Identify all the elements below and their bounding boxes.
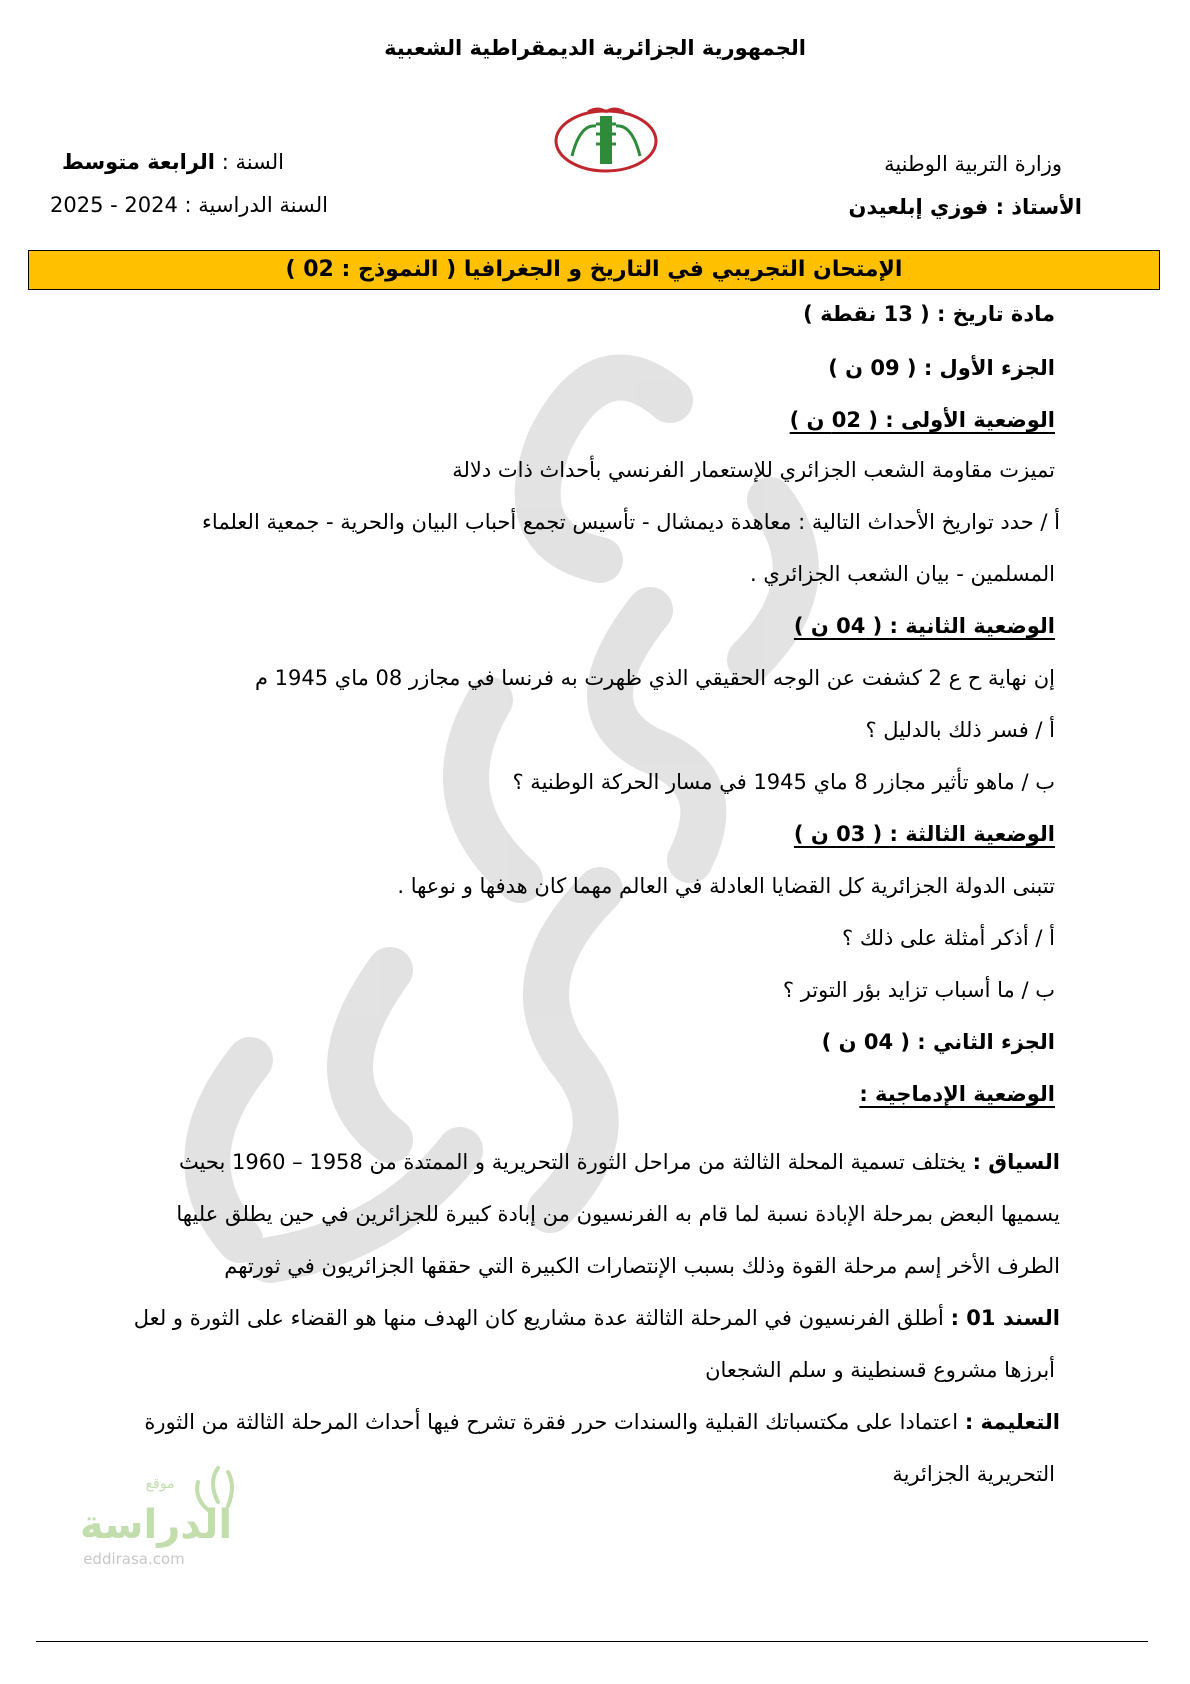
site-logo (68, 1462, 248, 1582)
context-text1: يختلف تسمية المحلة الثالثة من مراحل الثورة التحريرية و الممتدة من 1958 – 1960 بحيث (178, 1150, 966, 1174)
document1-line1 (84, 1306, 1060, 1330)
context-line2: يسميها البعض بمرحلة الإبادة نسبة لما قام به الفرنسيون من إبادة كبيرة للجزائرين في حين يطلق عليها (176, 1202, 1060, 1226)
teacher-name: فوزي إبلعيدن (848, 195, 989, 219)
context-label: السياق : (972, 1150, 1060, 1174)
site-logo-word-main: الدراسة (79, 1502, 233, 1548)
instruction-label: التعليمة : (964, 1410, 1060, 1434)
context-line1 (120, 1150, 1060, 1174)
situation2-question-b: ب / ماهو تأثير مجازر 8 ماي 1945 في مسار الحركة الوطنية ؟ (512, 770, 1055, 794)
situation2-heading (90, 614, 1055, 638)
teacher-label: الأستاذ : (995, 195, 1082, 219)
situation1-question-a-line1: أ / حدد تواريخ الأحداث التالية : معاهدة ديمشال - تأسيس تجمع أحباب البيان والحرية - جمعية العلماء (202, 510, 1060, 534)
situation3-question-b: ب / ما أسباب تزايد بؤر التوتر ؟ (782, 978, 1055, 1002)
integration-heading (90, 1082, 1055, 1106)
school-year-value: 2024 - 2025 (50, 193, 178, 217)
situation1-question-a-line2: المسلمين - بيان الشعب الجزائري . (750, 562, 1055, 586)
exam-title-banner: الإمتحان التجريبي في التاريخ و الجغرافيا ( النموذج : 02 ) (28, 250, 1160, 290)
part1-heading: الجزء الأول : ( 09 ن ) (828, 356, 1055, 380)
ministry-logo (552, 104, 660, 174)
situation3-question-a: أ / أذكر أمثلة على ذلك ؟ (842, 926, 1055, 950)
watermark-text: فوزي إبلعيدن (482, 832, 538, 843)
year-label: السنة : (221, 150, 285, 174)
document1-label: السند 01 : (950, 1306, 1060, 1330)
year-value: الرابعة متوسط (62, 150, 216, 174)
teacher-line (849, 195, 1082, 219)
situation3-heading (90, 822, 1055, 846)
situation3-intro: تتبنى الدولة الجزائرية كل القضايا العادلة في العالم مهما كان هدفها و نوعها . (397, 874, 1055, 898)
school-year-label: السنة الدراسية : (184, 193, 328, 217)
document1-text1: أطلق الفرنسيون في المرحلة الثالثة عدة مشاريع كان الهدف منها هو القضاء على الثورة و لعل (133, 1306, 944, 1330)
situation1-intro: تميزت مقاومة الشعب الجزائري للإستعمار الفرنسي بأحداث ذات دلالة (452, 458, 1055, 482)
year-line (62, 150, 284, 174)
instruction-line2: التحريرية الجزائرية (892, 1462, 1055, 1486)
subject-heading: مادة تاريخ : ( 13 نقطة ) (803, 302, 1055, 326)
integration-title: الوضعية الإدماجية : (859, 1082, 1055, 1106)
site-logo-domain: eddirasa.com (83, 1550, 185, 1568)
document1-line2: أبرزها مشروع قسنطينة و سلم الشجعان (705, 1358, 1055, 1382)
republic-heading: الجمهورية الجزائرية الديمقراطية الشعبية (384, 36, 806, 60)
situation3-title: الوضعية الثالثة : ( 03 ن ) (793, 822, 1055, 846)
part2-heading: الجزء الثاني : ( 04 ن ) (821, 1030, 1055, 1054)
instruction-text1: اعتمادا على مكتسباتك القبلية والسندات حرر فقرة تشرح فيها أحداث المرحلة الثالثة من الثورة (144, 1410, 959, 1434)
situation2-intro: إن نهاية ح ع 2 كشفت عن الوجه الحقيقي الذي ظهرت به فرنسا في مجازر 08 ماي 1945 م (254, 666, 1055, 690)
situation1-heading (90, 408, 1055, 432)
context-line3: الطرف الأخر إسم مرحلة القوة وذلك بسبب الإنتصارات الكبيرة التي حققها الجزائريون في ثورتهم (224, 1254, 1060, 1278)
situation2-title: الوضعية الثانية : ( 04 ن ) (793, 614, 1055, 638)
instruction-line1 (110, 1410, 1060, 1434)
footer-divider (36, 1641, 1148, 1642)
site-logo-word-top: موقع (145, 1476, 175, 1492)
school-year-line (50, 193, 328, 217)
situation2-question-a: أ / فسر ذلك بالدليل ؟ (865, 718, 1055, 742)
situation1-title: الوضعية الأولى : ( 02 ن ) (789, 408, 1055, 432)
ministry-name: وزارة التربية الوطنية (884, 152, 1062, 176)
